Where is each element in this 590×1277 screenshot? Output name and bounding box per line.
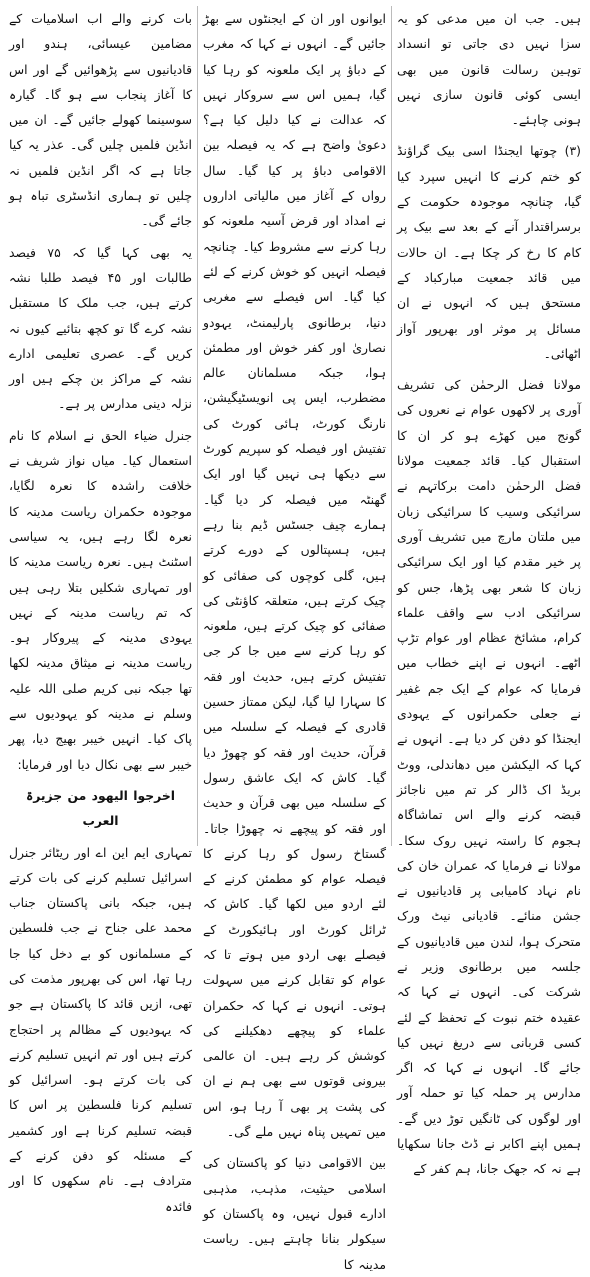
column-middle — [198, 6, 392, 1272]
paragraph: بین الاقوامی دنیا کو پاکستان کی اسلامی حیثیت، مذہب، مذہبی ادارے قبول نہیں، وہ پاکستان کو سیکولر بنانا چاہتے ہیں۔ ریاست مدینہ کا — [203, 1155, 386, 1272]
paragraph: جنرل ضیاء الحق نے اسلام کا نام استعمال کیا۔ میاں نواز شریف نے خلافت راشدہ کا نعرہ لگایا، موجودہ حکمران ریاست مدینہ کا نعرہ لگا رہے ہیں، یہ سیاسی اسٹنٹ ہیں۔ نعرہ ریاست مدینہ کا اور تمہاری شکلیں بتلا رہی ہیں کہ تم ریاست مدینہ کے نہیں یہودی مدینہ کے پیروکار ہو۔ ریاست مدینہ نے میثاق مدینہ لکھا تھا جبکہ نبی کریم صلی اللہ علیہ وسلم نے مدینہ کو یہودیوں سے پاک کیا۔ انہیں خیبر بھیج دیا، پھر خیبر سے بھی نکال دیا اور فرمایا: — [9, 427, 192, 772]
paragraph: تمہاری ایم این اے اور ریٹائر جنرل اسرائیل تسلیم کرنے کی بات کرتے ہیں، جبکہ بانی پاکستان جناب محمد علی جناح نے جب فلسطین کے مسلمانوں کو بے دخل کیا جا رہا تھا، اس کی بھرپور مذمت کی تھی، ازیں قائد کا پاکستان ہے جو کہ یہودیوں کے مظالم پر احتجاج کرتے ہیں اور تم انہیں تسلیم کرنے کی بات کرتے ہو۔ اسرائیل کو تسلیم کرنا فلسطین پر اس کا قبضہ تسلیم کرنا ہے اور کشمیر کے مسئلہ کو دفن کرنے کے مترادف ہے۔ نام سکھوں کا اور فائدہ — [9, 844, 192, 1214]
paragraph: ہیں۔ جب ان میں مدعی کو یہ سزا نہیں دی جاتی تو انسداد توہین رسالت قانون میں بھی ایسی کوئی قانون سازی نہیں ہونی چاہئے۔ — [397, 11, 581, 128]
paragraph: بات کرنے والے اب اسلامیات کے مضامین عیسائی، ہندو اور قادیانیوں سے پڑھوائیں گے اور اس کا آغاز پنجاب سے ہو گا۔ گیارہ سوسینما کھولے جائیں گے۔ ان میں انڈین فلمیں چلیں گی۔ عذر یہ کیا جاتا ہے کہ اگر انڈین فلمیں نہ چلیں تو ہماری انڈسٹری تباہ ہو جائے گی۔ — [9, 11, 192, 229]
column-left — [4, 6, 198, 1214]
arabic-quote: اخرجوا الیھود من جزیرۃ العرب — [25, 787, 176, 829]
paragraph: (۳) چوتھا ایجنڈا اسی بیک گراؤنڈ کو ختم کرنے کا انہیں سپرد کیا گیا، چنانچہ موجودہ حکومت کے برسراقتدار آنے کے بعد سے بیک پر کام کا رخ کر چکا ہے۔ ان حالات میں قائد جمعیت مبارکباد کے مستحق ہیں کہ انہوں نے ان مسائل پر موثر اور بھرپور آواز اٹھائی۔ — [397, 143, 581, 361]
paragraph: ایوانوں اور ان کے ایجنٹوں سے بھڑ جائیں گے۔ انہوں نے کہا کہ مغرب کے دباؤ پر ایک ملعونہ کو رہا کیا گیا، ہمیں اس سے سروکار نہیں کہ عدالت نے کیا دلیل کیا ہے؟ دعویٰ واضح ہے کہ یہ فیصلہ بین الاقوامی دباؤ پر کیا گیا۔ سال رواں کے آغاز میں مالیاتی اداروں نے امداد اور قرض آسیہ ملعونہ کو رہا کرنے سے مشروط کیا۔ چنانچہ فیصلہ انہیں کو خوش کرنے کے لئے کیا گیا۔ اس فیصلے سے مغربی دنیا، برطانوی پارلیمنٹ، یہودو نصاریٰ اور کفر خوش اور مطمئن ہوا، جبکہ مسلمانان عالم مضطرب، ایس پی انویسٹیگیشن، نارنگ کورٹ، ہائی کورٹ کی تفتیش اور فیصلہ کو سپریم کورٹ سے دیکھا ہی نہیں گیا اور ایک گھنٹہ میں فیصلہ کر دیا گیا۔ ہمارے چیف جسٹس ڈیم بنا رہے ہیں، ہسپتالوں کے دورے کرتے ہیں، گلی کوچوں کی صفائی کو چیک کرتے ہیں، متعلقہ کاؤنٹی کی صفائی کو چیک کرتے ہیں، ملعونہ کو رہا کرنے سے میں جا کر جی تفتیش کرتے ہیں، حدیث اور فقہ کا سہارا لیا گیا، لیکن ممتاز حسین قادری کے فیصلہ کے سلسلہ میں قرآن، حدیث اور فقہ کو چھوڑ دیا گیا۔ کاش کہ ایک عاشق رسول کے سلسلہ میں بھی قرآن و حدیث اور فقہ کو پیچھے نہ چھوڑا جاتا۔ گستاخ رسول کو رہا کرنے کا فیصلہ عوام کو مطمئن کرنے کے لئے اردو میں لکھا گیا۔ کاش کہ ٹرائل کورٹ اور ہائیکورٹ کے فیصلے بھی اردو میں ہوتے تا کہ عوام کو تقابل کرنے میں سہولت ہوتی۔ انہوں نے کہا کہ حکمران علماء کو پیچھے دھکیلنے کی کوشش کر رہے ہیں۔ ان عالمی بیرونی قوتوں سے بھی ہم نے ان کی پشت پر بھی آ رہا ہو، اس میں تمہیں پناہ نہیں ملے گی۔ — [203, 11, 386, 1140]
column-right — [392, 6, 586, 1177]
paragraph: مولانا فضل الرحمٰن کی تشریف آوری پر لاکھوں عوام نے نعروں کی گونج میں کھڑے ہو کر ان کا استقبال کیا۔ قائد جمعیت مولانا فضل الرحمٰن دامت برکاتہم نے سرائیکی وسیب کا سرائیکی زبان میں ملتان مارچ میں تشریف آوری پر خیر مقدم کیا اور ایک سرائیکی زبان کا شعر بھی پڑھا، جس کو سرائیکی ادب سے واقف علماء کرام، مشائخ عظام اور عوام تڑپ اٹھے۔ انہوں نے اپنے خطاب میں فرمایا کہ عوام کے ایک جم غفیر نے جعلی حکمرانوں کے یہودی ایجنڈا کو دفن کر دیا ہے۔ انہوں نے کہا کہ الیکشن میں دھاندلی، ووٹ بریڈ اک ڈالر کر تم میں ناجائز قبضہ کرنے والے اس تماشاگاہ ہجوم کا راستہ نہیں روک سکا۔ مولانا نے فرمایا کہ عمران خان کی نام نہاد کامیابی پر قادیانیوں نے جشن منائے۔ قادیانی نیٹ ورک متحرک ہوا، لندن میں قادیانیوں کے جلسہ میں برطانوی وزیر نے شرکت کی۔ انہوں نے کہا کہ عقیدہ ختم نبوت کے تحفظ کے لئے کسی قربانی سے دریغ نہیں کیا جائے گا۔ انہوں نے کہا کہ اگر مدارس پر حملہ کیا تو حملہ آور اور لوگوں کی ٹانگیں توڑ دیں گے۔ ہمیں اپنے اکابر نے ڈٹ جانا سکھایا ہے نہ کہ جھک جانا، ہم کفر کے — [397, 377, 581, 1177]
paragraph: یہ بھی کہا گیا کہ ۷۵ فیصد طالبات اور ۴۵ فیصد طلبا نشہ کرتے ہیں، جب ملک کا مستقبل نشہ کرے گا تو کچھ بتائیے کیوں نہ کریں گے۔ عصری تعلیمی ادارے نشہ کے مراکز بن چکے ہیں اور نزلہ دینی مدارس پر ہے۔ — [9, 244, 192, 412]
